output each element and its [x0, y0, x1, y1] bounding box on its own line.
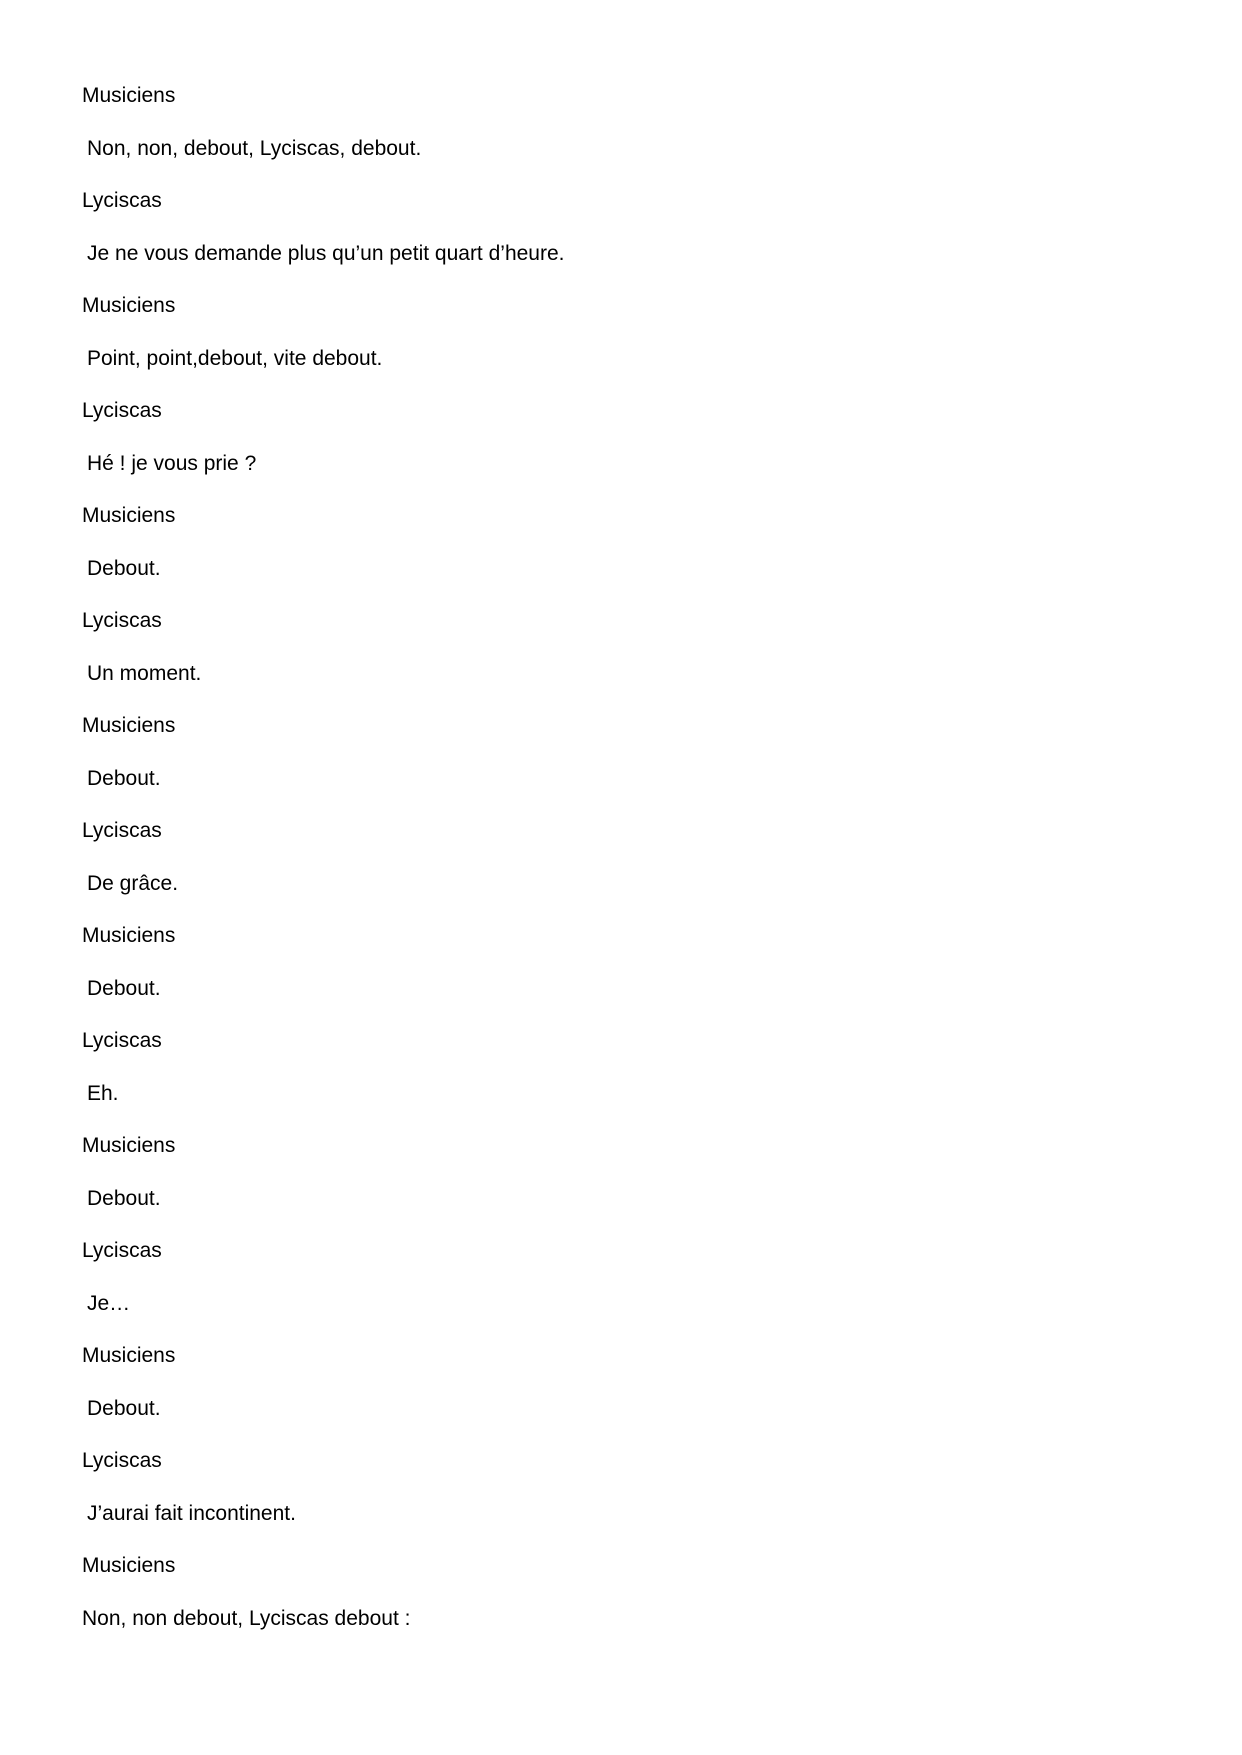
- speaker-name: Musiciens: [82, 84, 176, 107]
- speech-line: Debout.: [87, 766, 161, 790]
- speaker-name: Lyciscas: [82, 399, 162, 422]
- speaker-name: Musiciens: [82, 294, 176, 317]
- speech-line: J’aurai fait incontinent.: [87, 1501, 296, 1525]
- speech-line: Point, point,debout, vite debout.: [87, 346, 383, 370]
- speaker-name: Lyciscas: [82, 819, 162, 842]
- speech-line: Debout.: [87, 1396, 161, 1420]
- speech-line: Un moment.: [87, 661, 202, 685]
- speech-line: Eh.: [87, 1081, 119, 1105]
- speaker-name: Musiciens: [82, 1134, 176, 1157]
- speech-line: De grâce.: [87, 871, 179, 895]
- speaker-name: Lyciscas: [82, 1029, 162, 1052]
- speaker-name: Musiciens: [82, 1344, 176, 1367]
- speaker-name: Musiciens: [82, 924, 176, 947]
- speech-line: Debout.: [87, 556, 161, 580]
- speaker-name: Lyciscas: [82, 1239, 162, 1262]
- speech-line: Debout.: [87, 976, 161, 1000]
- speaker-name: Lyciscas: [82, 189, 162, 212]
- dialogue-list: [82, 80, 565, 1655]
- speaker-name: Lyciscas: [82, 1449, 162, 1472]
- speech-line: Je ne vous demande plus qu’un petit quart d’heure.: [87, 241, 565, 265]
- speech-line: Non, non debout, Lyciscas debout :: [82, 1606, 411, 1630]
- speech-line: Hé ! je vous prie ?: [87, 451, 257, 475]
- speaker-name: Musiciens: [82, 504, 176, 527]
- speaker-name: Musiciens: [82, 714, 176, 737]
- speaker-name: Lyciscas: [82, 609, 162, 632]
- speaker-name: Musiciens: [82, 1554, 176, 1577]
- speech-line: Debout.: [87, 1186, 161, 1210]
- speech-line: Je…: [87, 1291, 131, 1315]
- speech-line: Non, non, debout, Lyciscas, debout.: [87, 136, 422, 160]
